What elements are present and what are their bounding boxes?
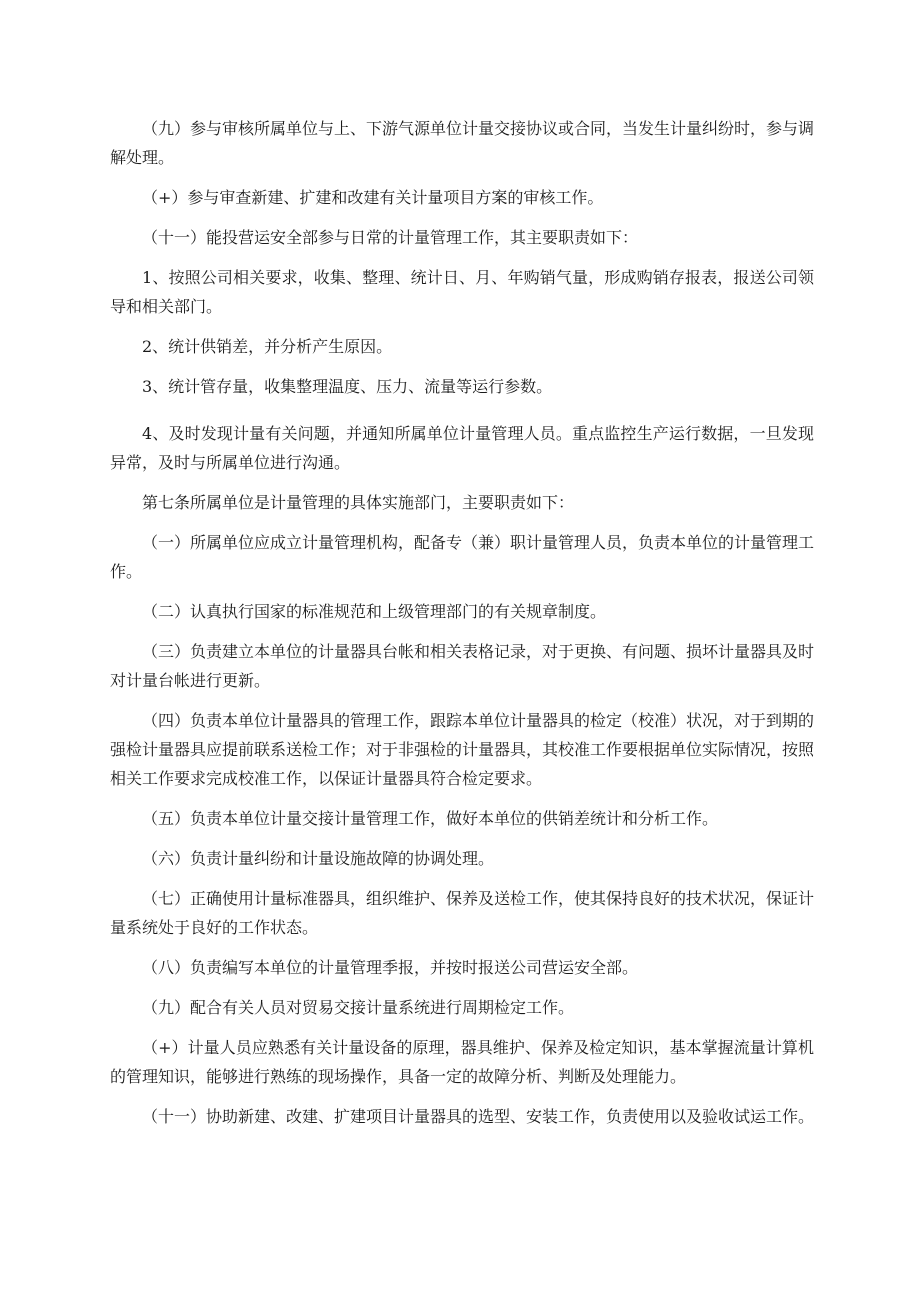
paragraph-11-daily-management: （十一）能投营运安全部参与日常的计量管理工作，其主要职责如下：: [142, 228, 639, 247]
duty-item-4: 4、及时发现计量有关问题，并通知所属单位计量管理人员。重点监控生产运行数据，一旦发现异常，及时与所属单位进行沟通。: [110, 424, 814, 472]
unit-duty-7: （七）正确使用计量标准器具，组织维护、保养及送检工作，使其保持良好的技术状况，保证计量系统处于良好的工作状态。: [110, 889, 815, 937]
duty-item-2: 2、统计供销差，并分析产生原因。: [142, 337, 393, 356]
unit-duty-3: （三）负责建立本单位的计量器具台帐和相关表格记录，对于更换、有问题、损坏计量器具及时对计量台帐进行更新。: [110, 642, 815, 690]
document-body: [110, 114, 814, 1142]
paragraph-10-review-projects: （+）参与审查新建、扩建和改建有关计量项目方案的审核工作。: [142, 188, 604, 207]
unit-duty-1: （一）所属单位应成立计量管理机构，配备专（兼）职计量管理人员，负责本单位的计量管理工作。: [110, 533, 815, 581]
unit-duty-10: （+）计量人员应熟悉有关计量设备的原理，器具维护、保养及检定知识，基本掌握流量计算机的管理知识，能够进行熟练的现场操作，具备一定的故障分析、判断及处理能力。: [110, 1038, 814, 1086]
unit-duty-5: （五）负责本单位计量交接计量管理工作，做好本单位的供销差统计和分析工作。: [142, 809, 719, 828]
unit-duty-2: （二）认真执行国家的标准规范和上级管理部门的有关规章制度。: [142, 602, 607, 621]
paragraph-9-review-agreements: （九）参与审核所属单位与上、下游气源单位计量交接协议或合同，当发生计量纠纷时，参与调解处理。: [110, 119, 815, 167]
unit-duty-4: （四）负责本单位计量器具的管理工作，跟踪本单位计量器具的检定（校准）状况，对于到期的强检计量器具应提前联系送检工作；对于非强检的计量器具，其校准工作要根据单位实际情况，按照相关工作要求完成校准工作，以保证计量器具符合检定要求。: [110, 711, 815, 788]
duty-item-3: 3、统计管存量，收集整理温度、压力、流量等运行参数。: [142, 377, 553, 396]
unit-duty-11: （十一）协助新建、改建、扩建项目计量器具的选型、安装工作，负责使用以及验收试运工作。: [142, 1107, 815, 1126]
unit-duty-9: （九）配合有关人员对贸易交接计量系统进行周期检定工作。: [142, 998, 575, 1017]
unit-duty-8: （八）负责编写本单位的计量管理季报，并按时报送公司营运安全部。: [142, 958, 639, 977]
unit-duty-6: （六）负责计量纠纷和计量设施故障的协调处理。: [142, 849, 495, 868]
article-7-heading: 第七条所属单位是计量管理的具体实施部门，主要职责如下：: [142, 493, 575, 512]
duty-item-1: 1、按照公司相关要求，收集、整理、统计日、月、年购销气量，形成购销存报表，报送公司领导和相关部门。: [110, 268, 814, 316]
